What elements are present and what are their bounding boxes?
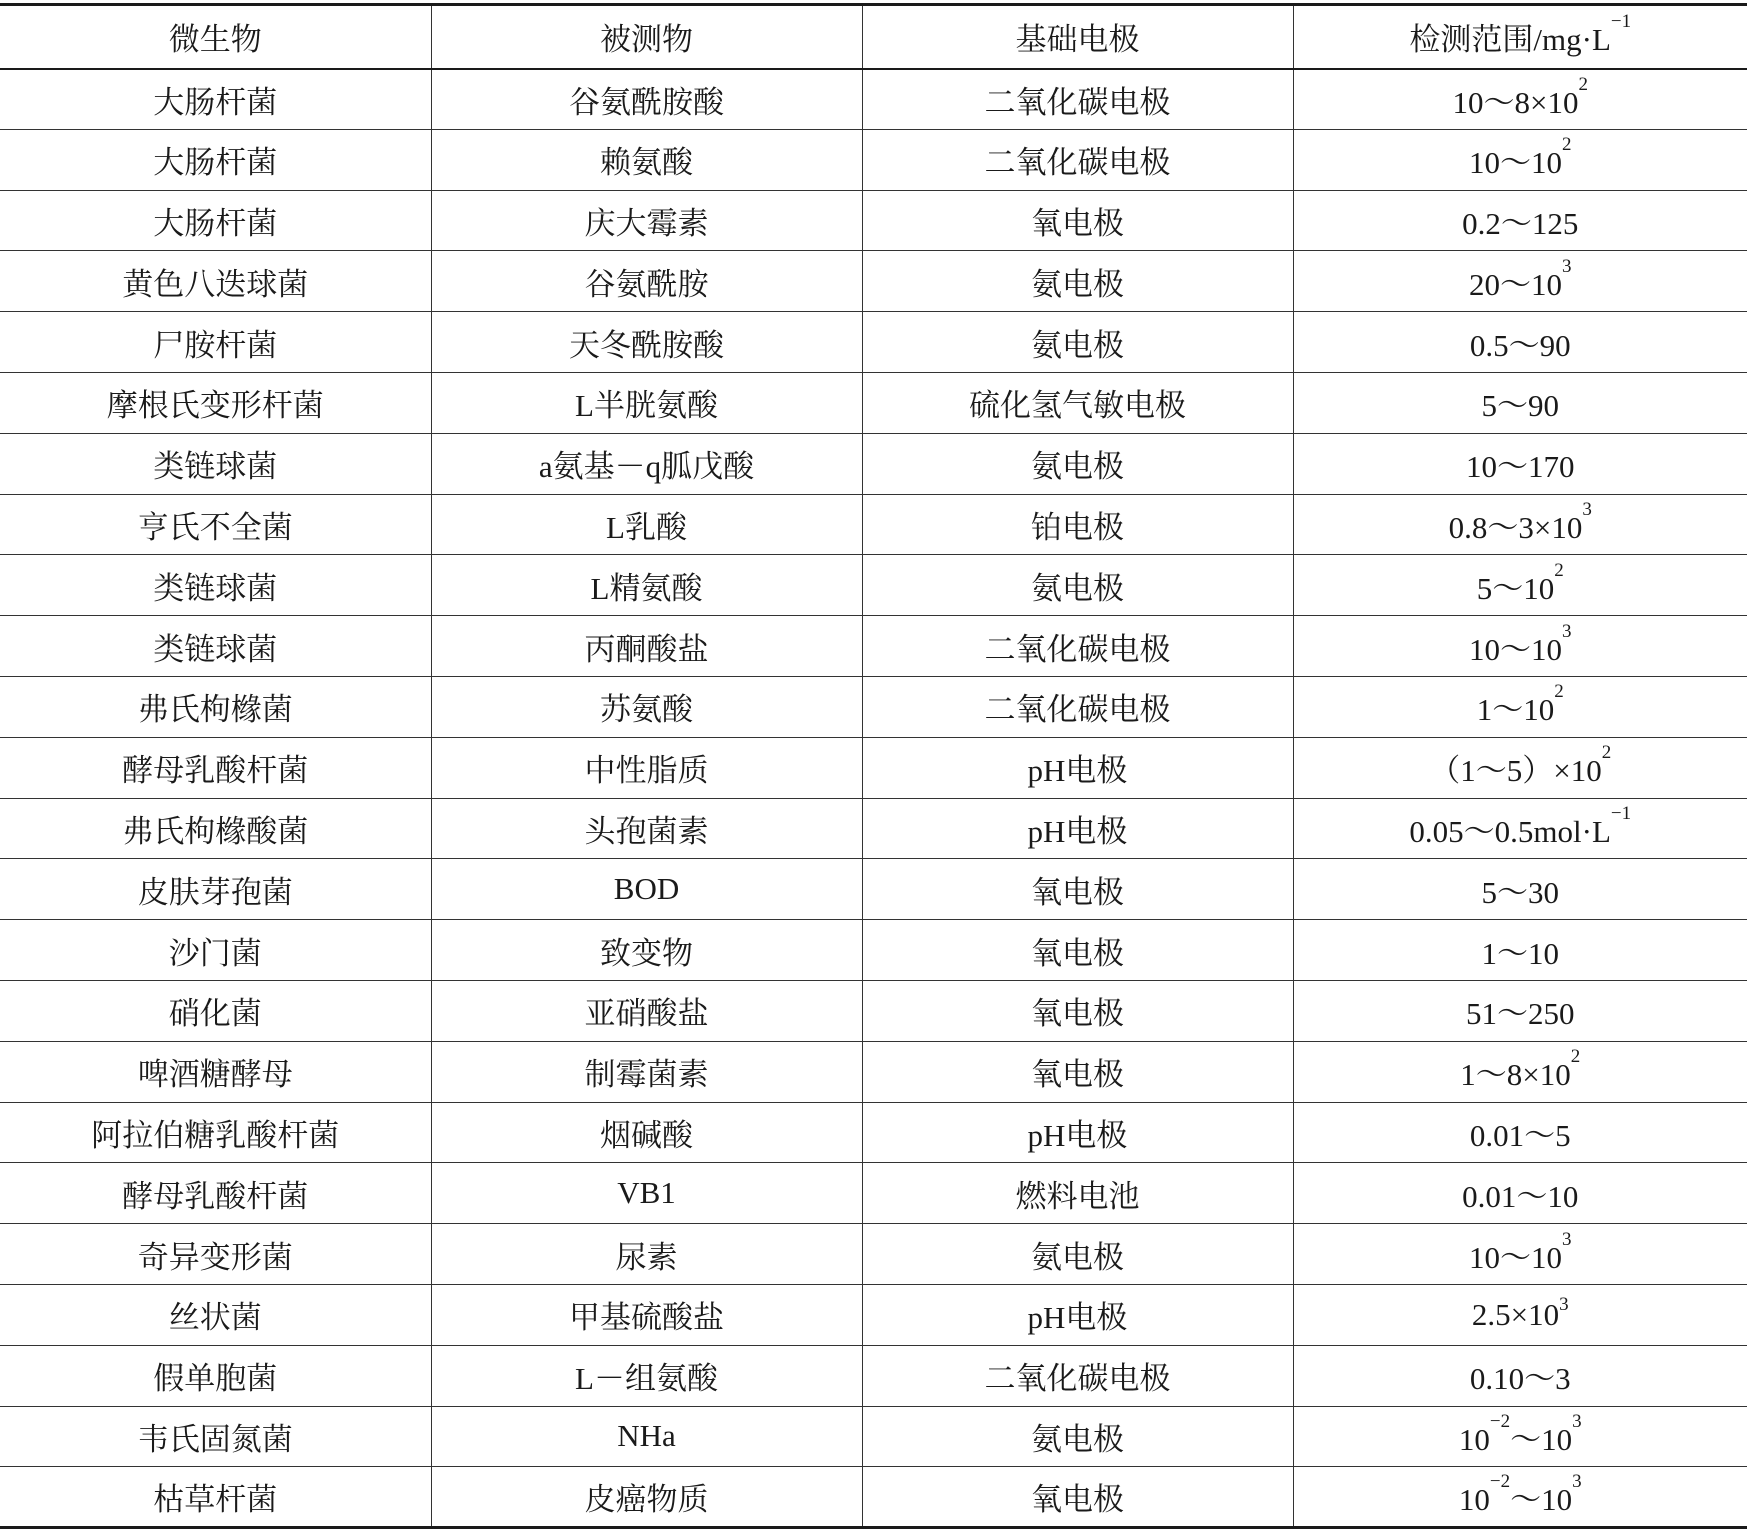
table-row	[0, 555, 1747, 616]
cell-microorganism: 啤酒糖酵母	[0, 1041, 431, 1102]
cell-microorganism: 摩根氏变形杆菌	[0, 372, 431, 433]
exponent: 2	[1562, 134, 1572, 156]
cell-analyte: 谷氨酰胺	[431, 251, 862, 312]
cell-microorganism: 酵母乳酸杆菌	[0, 1163, 431, 1224]
cell-analyte: NHa	[431, 1406, 862, 1467]
cell-detection-range: $0.05\sim 0.5mol\cdot L^{-1}$	[1293, 798, 1747, 859]
cell-analyte: 头孢菌素	[431, 798, 862, 859]
table-row	[0, 1041, 1747, 1102]
header-detection-range: 检测范围$/mg\cdot L^{-1}$	[1293, 5, 1747, 69]
cell-detection-range: $10\sim 10^3$	[1293, 616, 1747, 677]
cell-base-electrode: 氧电极	[862, 190, 1293, 251]
table-row	[0, 69, 1747, 130]
cell-base-electrode: 氨电极	[862, 555, 1293, 616]
cell-microorganism: 类链球菌	[0, 616, 431, 677]
cell-detection-range: $1\sim 8\times 10^2$	[1293, 1041, 1747, 1102]
header-analyte: 被测物	[431, 5, 862, 69]
cell-base-electrode: pH电极	[862, 737, 1293, 798]
cell-microorganism: 弗氏枸橼菌	[0, 676, 431, 737]
cell-detection-range: 0.5～90	[1293, 312, 1747, 373]
cell-analyte: 中性脂质	[431, 737, 862, 798]
microbe-sensor-table	[0, 3, 1747, 1529]
cell-detection-range: 0.2～125	[1293, 190, 1747, 251]
cell-base-electrode: 铂电极	[862, 494, 1293, 555]
cell-analyte: VB1	[431, 1163, 862, 1224]
cell-microorganism: 类链球菌	[0, 433, 431, 494]
cell-base-electrode: 氨电极	[862, 1224, 1293, 1285]
cell-detection-range: $1\sim 10^2$	[1293, 676, 1747, 737]
cell-detection-range: $10\sim 10^3$	[1293, 1224, 1747, 1285]
cell-detection-range: $5\sim 10^2$	[1293, 555, 1747, 616]
table-row	[0, 676, 1747, 737]
cell-analyte: 亚硝酸盐	[431, 980, 862, 1041]
exponent: 2	[1570, 1046, 1581, 1068]
cell-microorganism: 沙门菌	[0, 920, 431, 981]
cell-microorganism: 奇异变形菌	[0, 1224, 431, 1285]
cell-microorganism: 亨氏不全菌	[0, 494, 431, 555]
table-row	[0, 1284, 1747, 1345]
cell-analyte: 丙酮酸盐	[431, 616, 862, 677]
table-row	[0, 798, 1747, 859]
table-row	[0, 190, 1747, 251]
cell-base-electrode: 二氧化碳电极	[862, 69, 1293, 130]
cell-detection-range: $10\sim 8\times 10^2$	[1293, 69, 1747, 130]
table-row	[0, 1224, 1747, 1285]
cell-detection-range: $0.8\sim 3\times 10^3$	[1293, 494, 1747, 555]
cell-base-electrode: pH电极	[862, 1284, 1293, 1345]
cell-base-electrode: 氧电极	[862, 859, 1293, 920]
cell-analyte: 天冬酰胺酸	[431, 312, 862, 373]
exponent: 2	[1601, 742, 1612, 764]
table-row	[0, 859, 1747, 920]
cell-base-electrode: 氨电极	[862, 433, 1293, 494]
cell-base-electrode: 二氧化碳电极	[862, 129, 1293, 190]
exponent: 2	[1554, 681, 1564, 703]
cell-analyte: 赖氨酸	[431, 129, 862, 190]
cell-base-electrode: pH电极	[862, 1102, 1293, 1163]
cell-microorganism: 丝状菌	[0, 1284, 431, 1345]
cell-detection-range: 10～170	[1293, 433, 1747, 494]
cell-microorganism: 弗氏枸橼酸菌	[0, 798, 431, 859]
cell-base-electrode: 氨电极	[862, 312, 1293, 373]
table-row	[0, 616, 1747, 677]
exponent: −2	[1489, 1410, 1511, 1432]
cell-microorganism: 枯草杆菌	[0, 1467, 431, 1528]
table-header-row	[0, 5, 1747, 69]
exponent: 3	[1562, 255, 1572, 277]
cell-microorganism: 大肠杆菌	[0, 69, 431, 130]
table-row	[0, 1467, 1747, 1528]
cell-analyte: L精氨酸	[431, 555, 862, 616]
exponent: 2	[1578, 73, 1588, 95]
cell-detection-range: $10^{-2}\sim 10^3$	[1293, 1406, 1747, 1467]
cell-analyte: 庆大霉素	[431, 190, 862, 251]
cell-microorganism: 黄色八迭球菌	[0, 251, 431, 312]
table-row	[0, 251, 1747, 312]
exponent: 3	[1562, 1228, 1572, 1250]
table-row	[0, 129, 1747, 190]
cell-analyte: L－组氨酸	[431, 1345, 862, 1406]
cell-microorganism: 硝化菌	[0, 980, 431, 1041]
cell-analyte: BOD	[431, 859, 862, 920]
cell-base-electrode: 二氧化碳电极	[862, 1345, 1293, 1406]
cell-analyte: 制霉菌素	[431, 1041, 862, 1102]
cell-analyte: 皮癌物质	[431, 1467, 862, 1528]
cell-detection-range: 5～90	[1293, 372, 1747, 433]
cell-analyte: 致变物	[431, 920, 862, 981]
cell-detection-range: 0.10～3	[1293, 1345, 1747, 1406]
cell-base-electrode: 氨电极	[862, 1406, 1293, 1467]
table-row	[0, 980, 1747, 1041]
cell-detection-range: $20\sim 10^3$	[1293, 251, 1747, 312]
cell-base-electrode: 氨电极	[862, 251, 1293, 312]
cell-detection-range: $10\sim 10^2$	[1293, 129, 1747, 190]
exponent: −1	[1610, 11, 1632, 33]
cell-base-electrode: 氧电极	[862, 920, 1293, 981]
exponent: 3	[1559, 1293, 1569, 1315]
cell-microorganism: 假单胞菌	[0, 1345, 431, 1406]
cell-analyte: L半胱氨酸	[431, 372, 862, 433]
table-row	[0, 1102, 1747, 1163]
cell-detection-range: 0.01～10	[1293, 1163, 1747, 1224]
table-row	[0, 372, 1747, 433]
table-row	[0, 494, 1747, 555]
cell-microorganism: 阿拉伯糖乳酸杆菌	[0, 1102, 431, 1163]
cell-analyte: 谷氨酰胺酸	[431, 69, 862, 130]
cell-microorganism: 尸胺杆菌	[0, 312, 431, 373]
table-row	[0, 312, 1747, 373]
exponent: 3	[1582, 498, 1592, 520]
cell-base-electrode: 二氧化碳电极	[862, 676, 1293, 737]
exponent: 3	[1572, 1410, 1582, 1432]
cell-microorganism: 皮肤芽孢菌	[0, 859, 431, 920]
table-row	[0, 1163, 1747, 1224]
cell-detection-range: $2.5\times 10^3$	[1293, 1284, 1747, 1345]
table-row	[0, 737, 1747, 798]
header-microorganism: 微生物	[0, 5, 431, 69]
exponent: 2	[1554, 559, 1564, 581]
cell-analyte: 烟碱酸	[431, 1102, 862, 1163]
cell-microorganism: 大肠杆菌	[0, 190, 431, 251]
cell-base-electrode: 氧电极	[862, 1041, 1293, 1102]
cell-microorganism: 大肠杆菌	[0, 129, 431, 190]
cell-detection-range: $10^{-2}\sim 10^3$	[1293, 1467, 1747, 1528]
table-row	[0, 1345, 1747, 1406]
table-row	[0, 920, 1747, 981]
cell-detection-range: $(1\sim 5)\times 10^2$	[1293, 737, 1747, 798]
table-row	[0, 433, 1747, 494]
header-base-electrode: 基础电极	[862, 5, 1293, 69]
cell-analyte: a氨基－q胍戊酸	[431, 433, 862, 494]
cell-analyte: L乳酸	[431, 494, 862, 555]
cell-analyte: 尿素	[431, 1224, 862, 1285]
exponent: 3	[1572, 1471, 1582, 1493]
cell-detection-range: 51～250	[1293, 980, 1747, 1041]
cell-base-electrode: 燃料电池	[862, 1163, 1293, 1224]
cell-base-electrode: 氧电极	[862, 980, 1293, 1041]
cell-detection-range: 5～30	[1293, 859, 1747, 920]
cell-microorganism: 酵母乳酸杆菌	[0, 737, 431, 798]
cell-detection-range: 0.01～5	[1293, 1102, 1747, 1163]
cell-base-electrode: 硫化氢气敏电极	[862, 372, 1293, 433]
cell-base-electrode: pH电极	[862, 798, 1293, 859]
exponent: −2	[1489, 1471, 1511, 1493]
cell-microorganism: 韦氏固氮菌	[0, 1406, 431, 1467]
cell-base-electrode: 氧电极	[862, 1467, 1293, 1528]
cell-base-electrode: 二氧化碳电极	[862, 616, 1293, 677]
cell-analyte: 苏氨酸	[431, 676, 862, 737]
table-row	[0, 1406, 1747, 1467]
exponent: −1	[1610, 802, 1632, 824]
cell-microorganism: 类链球菌	[0, 555, 431, 616]
cell-detection-range: 1～10	[1293, 920, 1747, 981]
exponent: 3	[1562, 620, 1572, 642]
cell-analyte: 甲基硫酸盐	[431, 1284, 862, 1345]
